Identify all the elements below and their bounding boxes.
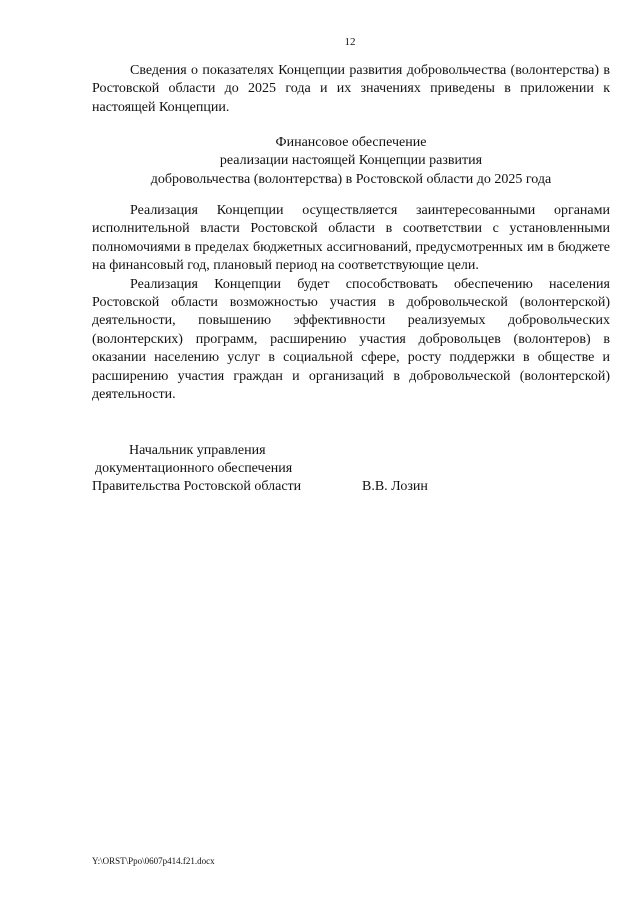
- signature-title-line-2: документационного обеспечения: [95, 461, 293, 476]
- heading-line-3: добровольчества (волонтерства) в Ростовской области до 2025 года: [150, 171, 552, 187]
- paragraph-outcomes: Реализация Концепции будет способствовать обеспечению населения Ростовской области возможностью участия в добровольческой (волонтерской) деятельности, повышению эффективности реализуемых добровольческих (волонтерских) программ, расширению участия добровольцев (волонтеров) в оказании населению услуг в социальной сфере, росту поддержки в обществе и расширению участия граждан и организаций в добровольческой (волонтерской) деятельности.: [92, 276, 610, 403]
- signatory-name: В.В. Лозин: [362, 479, 428, 494]
- body-section: [92, 202, 610, 404]
- file-path-footer: Y:\ORST\Ppo\0607p414.f21.docx: [92, 856, 215, 866]
- heading-line-2: реализации настоящей Концепции развития: [219, 153, 483, 169]
- intro-section: [92, 62, 610, 117]
- signature-title-line-1: Начальник управления: [129, 443, 266, 458]
- paragraph-financing: Реализация Концепции осуществляется заинтересованными органами исполнительной власти Ростовской области в соответствии с установленными полномочиями в пределах бюджетных ассигнований, предусмотренных им в бюджете на финансовый год, плановый период на соответствующие цели.: [92, 203, 610, 274]
- page-number: 12: [344, 36, 356, 48]
- intro-paragraph: Сведения о показателях Концепции развития добровольчества (волонтерства) в Ростовской области до 2025 года и их значениях приведены в приложении к настоящей Концепции.: [92, 63, 610, 115]
- section-heading: [92, 134, 610, 189]
- heading-line-1: Финансовое обеспечение: [275, 135, 427, 150]
- signature-title-line-3: Правительства Ростовской области: [92, 479, 302, 494]
